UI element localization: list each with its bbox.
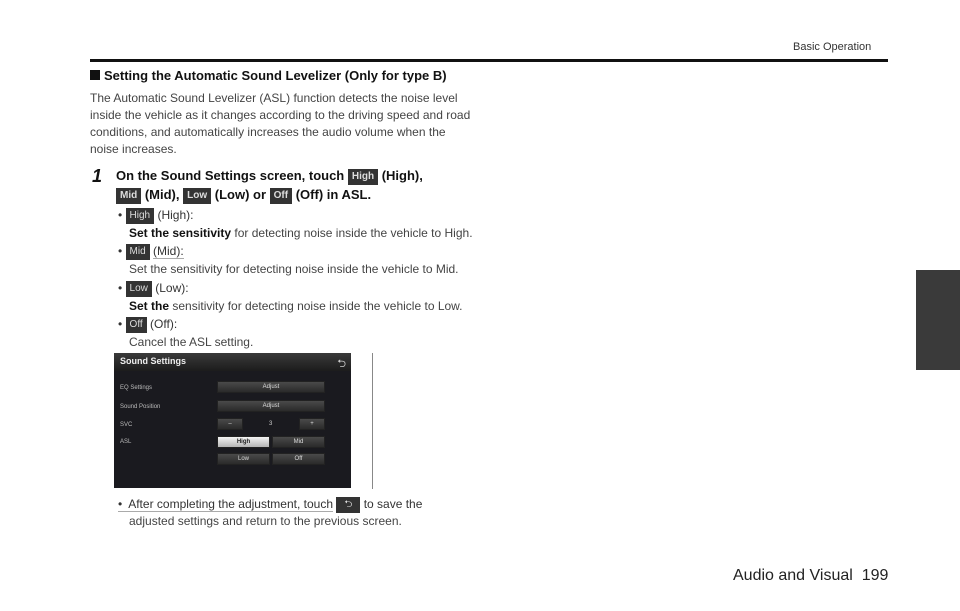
option-off — [118, 317, 177, 333]
bullet: • — [118, 208, 123, 223]
high-button-chip: High — [126, 208, 155, 224]
low-button-chip: Low — [126, 281, 152, 297]
square-bullet-icon — [90, 70, 100, 80]
option-label: (High): — [157, 208, 194, 223]
desc-rest: Cancel the ASL setting. — [129, 335, 254, 349]
option-low-desc — [129, 299, 463, 313]
off-button-chip: Off — [126, 317, 147, 333]
bullet: • — [118, 497, 123, 512]
svc-plus-button: + — [299, 418, 325, 430]
sound-settings-screenshot — [114, 353, 351, 488]
option-high-desc — [129, 226, 473, 240]
header-rule — [90, 59, 888, 62]
mid-button-chip: Mid — [116, 188, 141, 204]
asl-off-button: Off — [272, 453, 325, 465]
note-text-a: After completing the adjustment, touch — [128, 497, 333, 512]
screen-row-label: Sound Position — [120, 404, 161, 410]
bullet: • — [118, 281, 123, 296]
desc-lead: Set the — [129, 299, 170, 313]
mid-button-chip: Mid — [126, 244, 150, 260]
svc-minus-button: – — [217, 418, 243, 430]
section-heading-text: Setting the Automatic Sound Levelizer (Only for type B) — [104, 68, 447, 83]
desc-lead: Set the sensitivity — [129, 226, 232, 240]
note-line-2: adjusted settings and return to the previous screen. — [129, 514, 402, 528]
svc-value: 3 — [269, 421, 273, 427]
page-number: 199 — [861, 567, 889, 584]
step-line-2 — [116, 187, 371, 204]
option-low — [118, 281, 189, 297]
asl-low-button: Low — [217, 453, 270, 465]
eq-adjust-button: Adjust — [217, 381, 325, 393]
desc-rest: sensitivity for detecting noise inside the vehicle to Low. — [169, 299, 463, 313]
asl-mid-button: Mid — [272, 436, 325, 448]
vertical-divider — [372, 353, 373, 489]
screen-title: Sound Settings — [120, 356, 186, 366]
desc-rest: for detecting noise inside the vehicle to High. — [231, 226, 473, 240]
option-label: (Low): — [155, 281, 189, 296]
option-label: (Mid): — [153, 244, 184, 259]
option-high — [118, 208, 193, 224]
bullet: • — [118, 244, 123, 259]
bullet: • — [118, 317, 123, 332]
option-label: (Off): — [150, 317, 178, 332]
option-mid — [118, 244, 184, 260]
step-line-1 — [116, 168, 423, 185]
section-heading — [90, 68, 447, 83]
intro-line: conditions, and automatically increases the audio volume when the — [90, 125, 446, 139]
asl-high-button: High — [217, 436, 270, 448]
position-adjust-button: Adjust — [217, 400, 325, 412]
running-header: Basic Operation — [793, 41, 872, 53]
intro-line: inside the vehicle as it changes according to the driving speed and road — [90, 108, 471, 122]
note-lead — [118, 497, 333, 512]
chapter-tab — [916, 270, 960, 370]
back-button-chip: ⮌ — [336, 497, 360, 513]
option-off-desc — [129, 335, 253, 349]
screen-row-label: ASL — [120, 439, 132, 445]
option-mid-desc — [129, 262, 459, 276]
note-text-b: to save the — [360, 497, 423, 512]
desc-rest: Set the sensitivity for detecting noise inside the vehicle to Mid. — [129, 262, 459, 276]
intro-line: noise increases. — [90, 142, 177, 156]
off-button-chip: Off — [270, 188, 292, 204]
step-low-text: (Low) or — [214, 187, 267, 202]
back-arrow-icon: ⮌ — [337, 358, 346, 370]
high-button-chip: High — [348, 169, 378, 185]
low-button-chip: Low — [183, 188, 211, 204]
footer — [733, 567, 888, 585]
step-number: 1 — [92, 166, 103, 186]
screen-row-label: SVC — [120, 422, 133, 428]
step-prefix: On the Sound Settings screen, touch — [116, 168, 345, 183]
intro-line: The Automatic Sound Levelizer (ASL) function detects the noise level — [90, 91, 458, 105]
step-mid-text: (Mid), — [144, 187, 180, 202]
footer-section: Audio and Visual — [733, 567, 853, 584]
screen-row-label: EQ Settings — [120, 385, 153, 391]
note-line-1 — [118, 497, 422, 513]
step-off-text: (Off) in ASL. — [295, 187, 372, 202]
step-high-text: (High), — [381, 168, 423, 183]
